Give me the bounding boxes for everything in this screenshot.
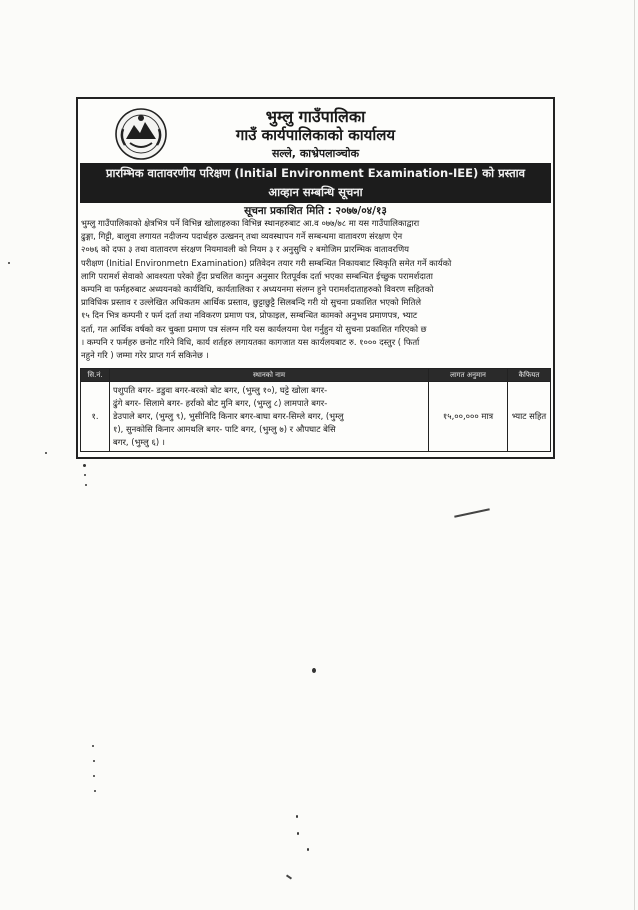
office-name: गाउँ कार्यपालिकाको कार्यालय (235, 126, 396, 144)
col-header-sn: सि.नं. (81, 369, 110, 382)
scan-speck (83, 464, 86, 467)
cell-sn: १. (81, 382, 110, 452)
scan-speck (8, 262, 10, 264)
location-line: ढुंगे बगर- सिलामे बगर- हर्राको बोट मुनि बगर, (भुम्लु ८) लामपाते बगर- (113, 398, 328, 408)
location-line: बगर, (भुम्लु ६) । (113, 437, 165, 447)
body-line: प्राविधिक प्रस्ताव र उल्लेखित अधिकतम आर्थिक प्रस्ताव, छुट्टाछुट्टै सिलबन्दि गरी यो सुचना प्रकाशित भएको मितिले (81, 297, 422, 308)
cell-location (110, 382, 429, 452)
municipality-name: भुम्लु गाउँपालिका (265, 107, 366, 126)
published-date: सूचना प्रकाशित मिति : २०७७/०४/१३ (244, 205, 387, 217)
notice-title-banner (80, 163, 551, 203)
col-header-cost: लागत अनुमान (429, 369, 508, 382)
table-row (81, 382, 551, 452)
body-line: २०७६ को दफा ३ तथा वातावरण संरक्षण नियमावली को नियम ३ र अनुसुचि २ बमोजिम प्रारम्भिक वातावरणिय (81, 244, 410, 255)
table-header-row (81, 369, 551, 382)
scan-speck (93, 760, 95, 762)
body-line: । कम्पनि र फर्महरु छनोट गरिने विधि, कार्य शर्तहरु लगायतका कागजात यस कार्यलयबाट रु. १००० दस्तुर ( फिर्ता (81, 336, 420, 347)
notice-title-line-1: प्रारम्भिक वातावरणीय परिक्षण (Initial Environment Examination-IEE) को प्रस्ताव (105, 166, 526, 180)
public-notice (76, 97, 555, 459)
office-address: सल्ले, काभ्रेपलाञ्चोक (271, 147, 360, 160)
col-header-remarks: कैफियत (508, 369, 551, 382)
page-edge (634, 0, 635, 910)
scan-speck (84, 474, 86, 476)
schedule-table (80, 368, 551, 452)
scan-speck (93, 775, 95, 777)
scan-speck (45, 452, 47, 454)
scan-speck (296, 815, 298, 818)
scan-speck (92, 745, 94, 747)
body-line: लागि परामर्श सेवाको आवश्यता परेको हुँदा प्रचलित कानुन अनुसार रितपूर्वक दर्ता भएका सम्बन्धित ईच्छुक परामर्शदाता (81, 270, 433, 281)
col-header-location: स्थानको नाम (110, 369, 429, 382)
notice-body (81, 217, 549, 362)
body-line: भुम्लु गाउँपालिकाको क्षेत्रभित्र पर्ने विभिन्न खोलाहरुका विभिन्न स्थानहरुबाट आ.व ०७७/७८ मा यस गाउँपालिकाद्वारा (81, 218, 420, 228)
scan-speck (85, 484, 87, 486)
scan-speck (312, 668, 316, 673)
scan-speck (307, 848, 309, 851)
body-line: ढुङ्गा, गिट्टी, बालुवा लगायत नदीजन्य पदार्थहरु उत्खनन् तथा व्यवस्थापन गर्ने सम्बन्धमा वातावरण संरक्षण ऐन (81, 231, 403, 242)
location-line: १), सुनकोसि किनार आमथलि बगर- पाटि बगर, (भुम्लु ७) र औपघाट बेसि (113, 424, 336, 434)
scan-speck (94, 790, 96, 792)
cell-cost: १५,००,००० मात्र (429, 382, 508, 452)
location-line: पशुपति बगर- डडुवा बगर-बरको बोट बगर, (भुम्लु १०), घट्टे खोला बगर- (113, 385, 328, 395)
scan-speck (297, 832, 299, 835)
scan-mark (286, 874, 292, 879)
body-line: १५ दिन भित्र कम्पनी र फर्म दर्ता तथा नविकरण प्रमाण पत्र, प्रोफाइल, सम्बन्धित कामको अनुभव प्रमाणपत्र, भ्याट (81, 310, 418, 321)
body-line: दर्ता, गत आर्थिक वर्षको कर चुक्ता प्रमाण पत्र संलग्न गरि यस कार्यलयमा पेश गर्नुहुन यो सुचना प्रकाशित गरिएको छ (81, 323, 427, 334)
body-line: परीक्षण (Initial Environmetn Examination) प्रतिवेदन तयार गरी सम्बन्धित निकायबाट स्विकृति समेत गर्ने कार्यको (81, 257, 452, 268)
body-line: नहुने गरि ) जम्मा गरेर प्राप्त गर्न सकिनेछ । (81, 350, 209, 361)
body-line: कम्पनि वा फर्महरुबाट अध्ययनको कार्यविधि, कार्यतालिका र अध्ययनमा संलग्न हुने परामर्शदाताहरुको विवरण सहितको (81, 284, 434, 295)
location-line: डेउपाले बगर, (भुम्लु ९), भुसीनिदि किनार बगर-बाघा बगर-सिम्ले बगर, (भुम्लु (113, 411, 344, 421)
scan-mark (454, 508, 490, 517)
notice-title-line-2: आव्हान सम्बन्धि सूचना (268, 185, 363, 199)
cell-remarks: भ्याट सहित (508, 382, 551, 452)
